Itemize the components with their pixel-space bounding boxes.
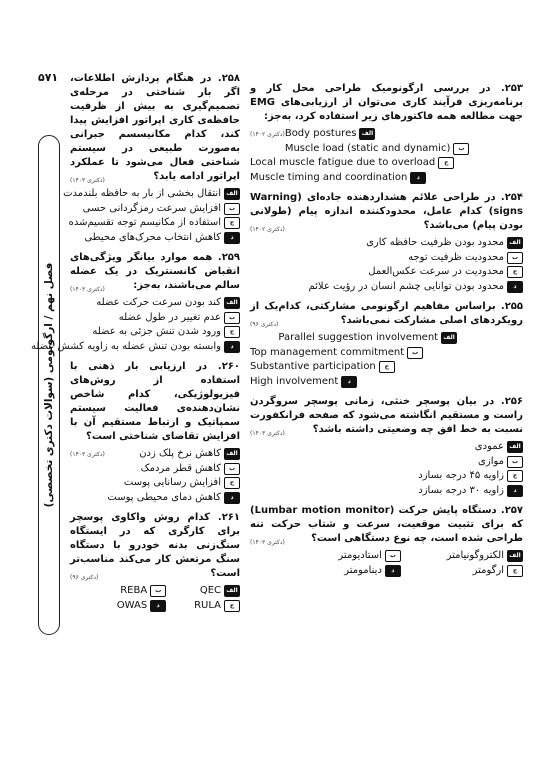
option-item <box>285 127 523 142</box>
option-text: کاهش انتخاب محرک‌های محیطی <box>84 231 221 243</box>
option-item <box>285 236 523 251</box>
option-item <box>250 265 523 280</box>
option-text: کاهش نرخ پلک زدن <box>139 448 221 460</box>
option-text: Muscle timing and coordination <box>250 171 408 183</box>
option-text: Parallel suggestion involvement <box>278 332 439 344</box>
option-marker: ج <box>507 266 523 278</box>
option-item <box>105 447 240 462</box>
question-q256 <box>250 395 523 437</box>
option-text: کاهش دمای محیطی پوست <box>107 491 221 503</box>
option-text: وابسته بودن تنش عضله به زاویه کشش عضله <box>30 340 221 352</box>
option-item <box>70 311 240 326</box>
option-marker: الف <box>224 448 240 460</box>
option-marker: د <box>385 565 401 577</box>
option-marker: ب <box>224 463 240 475</box>
option-text: QEC <box>199 585 221 597</box>
page-number: ۵۷۱ <box>38 71 59 84</box>
option-marker: ب <box>385 550 401 562</box>
right-column <box>250 82 523 582</box>
option-marker: ب <box>407 347 423 359</box>
option-text: افزایش سرعت رمزگردانی حسی <box>82 202 221 214</box>
option-marker: ج <box>224 217 240 229</box>
option-item <box>278 331 523 346</box>
option-text: RULA <box>194 599 221 611</box>
question-text: ۲۵۵. براساس مفاهیم ارگونومی مشارکتی، کدام‌یک از رویکردهای اصلی مشارکت نمی‌باشد؟ <box>250 301 523 326</box>
option-item <box>285 142 523 157</box>
option-item <box>96 296 240 311</box>
option-item <box>70 491 240 506</box>
option-item <box>250 484 523 499</box>
options-list <box>250 127 523 185</box>
options-list <box>30 296 240 354</box>
option-item <box>250 346 523 361</box>
option-marker: ج <box>507 565 523 577</box>
option-text: Top management commitment <box>250 346 405 358</box>
option-marker: ب <box>453 143 469 155</box>
option-item <box>70 231 240 246</box>
option-text: محدودیت ظرفیت توجه <box>408 251 504 263</box>
question-q261 <box>70 511 240 581</box>
option-item <box>407 564 523 579</box>
option-marker: د <box>507 281 523 293</box>
option-item <box>250 360 523 375</box>
option-text: عمودی <box>474 441 504 453</box>
option-text: محدودیت در سرعت عکس‌العمل <box>368 266 504 278</box>
option-item <box>285 440 523 455</box>
option-item <box>250 251 523 266</box>
option-text: استفاده از مکانیسم توجه تقسیم‌شده <box>68 217 221 229</box>
question-source: (دکتری ۱۴۰۳) <box>70 286 105 293</box>
option-item <box>250 375 523 390</box>
option-text: عدم تغییر در طول عضله <box>118 311 221 323</box>
option-text: Body postures <box>284 128 357 140</box>
question-source: (دکتری ۱۴۰۲) <box>250 131 285 138</box>
question-source: (دکتری ۱۴۰۲) <box>250 226 285 233</box>
question-source: (دکتری ۹۶) <box>70 574 99 581</box>
options-list <box>63 187 240 245</box>
option-marker: ج <box>438 157 454 169</box>
option-marker: ج <box>224 600 240 612</box>
option-marker: ج <box>379 361 395 373</box>
options-list <box>285 549 523 578</box>
question-q254 <box>250 191 523 233</box>
option-item <box>250 171 523 186</box>
question-text: ۲۵۷. دستگاه پایش حرکت (Lumbar motion monitor) که برای تثبیت موقعیت، سرعت و شتاب حرکت تنه طراحی شده است، چه نوع دستگاهی است؟ <box>250 505 524 544</box>
option-item <box>70 476 240 491</box>
question-q258 <box>70 72 240 184</box>
option-text: Muscle load (static and dynamic) <box>284 142 451 154</box>
options-list <box>250 331 523 389</box>
option-marker: الف <box>224 297 240 309</box>
option-text: زاویه ۳۰ درجه بسازد <box>418 484 504 496</box>
question-q255 <box>250 300 523 328</box>
option-item <box>98 584 166 599</box>
question-text: ۲۵۶. در بیان پوسچر خنثی، زمانی پوسچر سروگردن راست و مستقیم انگاشته می‌شود که صفحه فرانکفورت نسبت به خط افق چه وضعیتی داشته باشد؟ <box>250 396 523 435</box>
option-item <box>407 549 523 564</box>
options-list <box>250 236 523 294</box>
option-marker: الف <box>441 332 457 344</box>
option-text: High involvement <box>250 375 339 387</box>
question-source: (دکتری ۱۴۰۳) <box>250 430 285 437</box>
options-list <box>98 584 240 613</box>
option-text: دینامومتر <box>344 564 382 576</box>
question-q259 <box>70 251 240 293</box>
option-text: موازی <box>478 455 504 467</box>
option-item <box>285 564 401 579</box>
option-item <box>250 469 523 484</box>
option-text: الکتروگونیامتر <box>446 550 504 562</box>
chapter-side-tab-label: فصل نهم / ارگونومی (سوالات دکتری تخصصی) <box>43 262 55 508</box>
option-marker: الف <box>507 550 523 562</box>
option-marker: الف <box>224 585 240 597</box>
question-source: (دکتری ۱۴۰۳) <box>250 539 285 546</box>
option-text: ورود شدن تنش جزئی به عضله <box>92 326 221 338</box>
options-list <box>250 440 523 498</box>
option-marker: ج <box>224 326 240 338</box>
option-text: کند بودن سرعت حرکت عضله <box>96 297 221 309</box>
option-item <box>98 599 166 614</box>
question-source: (دکتری ۱۴۰۳) <box>70 451 105 458</box>
option-text: محدود بودن ظرفیت حافظه کاری <box>366 237 504 249</box>
option-marker: ب <box>507 252 523 264</box>
question-source: (دکتری ۱۴۰۳) <box>70 177 105 184</box>
option-marker: د <box>507 485 523 497</box>
option-text: زاویه ۴۵ درجه بسازد <box>418 470 504 482</box>
option-text: OWAS <box>116 599 148 611</box>
option-text: Local muscle fatigue due to overload <box>250 157 436 169</box>
option-marker: د <box>224 341 240 353</box>
question-text: ۲۶۰. در ارزیابی بار ذهنی با استفاده از روش‌های فیزیولوژیکی، کدام شاخص نشان‌دهنده‌ی فعالیت سیستم سمپاتیک و ارتباط مستقیم آن با افزایش تقاضای شناختی است؟ <box>70 361 240 442</box>
option-marker: ب <box>150 585 166 597</box>
option-marker: ج <box>507 470 523 482</box>
option-text: محدود بودن توانایی چشم انسان در رؤیت علائم <box>308 280 504 292</box>
option-item <box>70 202 240 217</box>
question-text: ۲۶۱. کدام روش واکاوی پوسچر برای کارگری که در ایستگاه سنگ‌زنی بدنه خودرو با دستگاه سنگ مرتعش کار می‌کند مناسب‌تر است؟ <box>70 512 240 579</box>
chapter-side-tab <box>38 135 60 635</box>
option-item <box>63 187 240 202</box>
question-text: ۲۵۴. در طراحی علائم هشداردهنده جاده‌ای (Warning signs) کدام عامل، محدودکننده اندازه پیام (طولانی بودن پیام) می‌باشد؟ <box>250 192 523 231</box>
option-marker: الف <box>224 188 240 200</box>
option-marker: الف <box>507 237 523 249</box>
option-marker: د <box>224 232 240 244</box>
option-marker: د <box>224 492 240 504</box>
question-source: (دکتری ۹۶) <box>250 321 279 328</box>
option-marker: د <box>341 376 357 388</box>
option-marker: ب <box>224 312 240 324</box>
option-text: ارگومتر <box>472 564 504 576</box>
option-text: افزایش رسانایی پوست <box>123 477 221 489</box>
option-item <box>250 156 523 171</box>
option-text: انتقال بخشی از بار به حافظه بلندمدت <box>63 188 221 200</box>
option-text: REBA <box>120 585 148 597</box>
option-text: کاهش قطر مردمک <box>140 462 221 474</box>
option-item <box>250 455 523 470</box>
option-item <box>70 325 240 340</box>
option-item <box>30 340 240 355</box>
question-q257 <box>250 504 523 546</box>
option-text: استادیومتر <box>338 550 382 562</box>
option-marker: ج <box>224 477 240 489</box>
option-item <box>70 216 240 231</box>
option-item <box>172 599 240 614</box>
option-item <box>105 462 240 477</box>
question-text: ۲۵۸. در هنگام پردازش اطلاعات، اگر بار شناختی در مرحله‌ی تصمیم‌گیری به بیش از ظرفیت حافظه‌ی کاری اپراتور افزایش پیدا کند، کدام مکانیسسم جبرانی به‌صورت طبیعی در سیستم شناختی فعال می‌شود تا عملکرد اپراتور ادامه یابد؟ <box>70 73 240 182</box>
option-marker: الف <box>507 441 523 453</box>
option-item <box>250 280 523 295</box>
option-marker: د <box>410 172 426 184</box>
option-marker: الف <box>359 128 375 140</box>
option-item <box>285 549 401 564</box>
option-item <box>172 584 240 599</box>
option-marker: ب <box>224 203 240 215</box>
question-text: ۲۵۳. در بررسی ارگونومیک طراحی محل کار و برنامه‌ریزی فرآیند کاری می‌توان از ارزیابی‌های EMG جهت مطالعه همه فاکتورهای زیر استفاده کرد، به‌جز: <box>250 83 523 122</box>
option-marker: د <box>150 600 166 612</box>
option-marker: ب <box>507 456 523 468</box>
question-text: ۲۵۹. همه موارد بیانگر ویژگی‌های انقباض کانسنتریک در یک عضله سالم می‌باشند، به‌جز: <box>70 252 240 291</box>
option-text: Substantive participation <box>250 361 376 373</box>
